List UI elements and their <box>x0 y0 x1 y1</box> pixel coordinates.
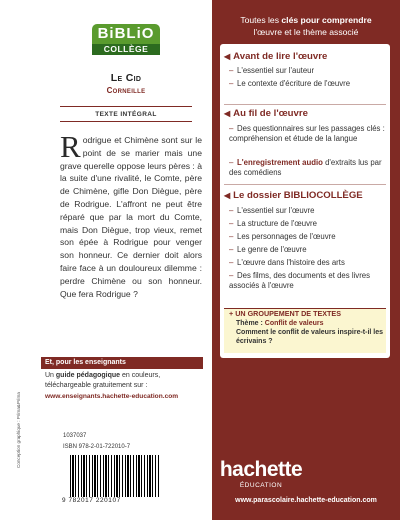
teachers-line1-bold: guide pédagogique <box>55 372 121 379</box>
teachers-line2: téléchargeable gratuitement sur : <box>45 381 148 389</box>
divider-top <box>60 106 192 107</box>
panel-heading-part1: Toutes les <box>240 15 282 25</box>
teachers-line1-suffix: en couleurs, <box>120 372 161 379</box>
edition-label: TEXTE INTÉGRAL <box>95 111 157 118</box>
section-separator <box>224 104 386 105</box>
list-item: – Des questionnaires sur les passages clés : compréhension et étude de la langue <box>229 124 385 143</box>
isbn: ISBN 978-2-01-722010-7 <box>63 444 131 450</box>
list-item-text: Le genre de l'œuvre <box>237 245 307 254</box>
teachers-line1-prefix: Un <box>45 372 56 379</box>
section-title: Au fil de l'œuvre <box>233 108 308 119</box>
section-title: Avant de lire l'œuvre <box>233 51 328 62</box>
audio-title: L'enregistrement audio <box>237 158 323 167</box>
teachers-heading: Et, pour les enseignants <box>41 357 203 369</box>
section-through-work <box>224 108 308 119</box>
list-item-text: L'œuvre dans l'histoire des arts <box>237 258 345 267</box>
panel-heading-part2: clés pour comprendre <box>281 15 372 25</box>
grouping-question: Comment le conflit de valeurs inspire-t-il les écrivains ? <box>236 329 384 345</box>
publisher-sub: ÉDUCATION <box>239 482 283 489</box>
publisher-website[interactable]: www.parascolaire.hachette-education.com <box>235 497 377 504</box>
barcode <box>70 455 160 497</box>
section-separator <box>224 184 386 185</box>
barcode-number: 9 782017 220107 <box>62 497 121 504</box>
product-ref: 1037037 <box>63 433 87 439</box>
list-item: – L'essentiel sur l'œuvre <box>229 206 315 215</box>
panel-heading <box>212 14 400 38</box>
list-item-audio: – L'enregistrement audio d'extraits lus par des comédiens <box>229 158 382 177</box>
list-item: – Le contexte d'écriture de l'œuvre <box>229 79 351 88</box>
grouping-theme <box>236 319 384 328</box>
drop-cap: R <box>60 129 81 164</box>
book-title: Le Cid <box>110 72 142 84</box>
audio-text: d'extraits lus par des comédiens <box>229 158 382 177</box>
list-item-text: La structure de l'œuvre <box>237 219 317 228</box>
publisher-logo: hachette <box>219 458 303 481</box>
teachers-link[interactable]: www.enseignants.hachette-education.com <box>45 393 179 400</box>
section-dossier <box>224 190 363 201</box>
theme-label: Thème : <box>236 320 263 327</box>
list-item: – Les personnages de l'œuvre <box>229 232 336 241</box>
section-arrow-icon: ◀ <box>224 191 231 200</box>
section-arrow-icon: ◀ <box>224 109 231 118</box>
logo-top-text: BiBLiO <box>92 24 160 44</box>
teachers-text <box>45 371 205 390</box>
list-item-text: Le contexte d'écriture de l'œuvre <box>237 79 351 88</box>
list-item-text: Des questionnaires sur les passages clés : compréhension et étude de la langue <box>229 124 385 143</box>
divider-bottom <box>60 121 192 122</box>
list-item-text: L'essentiel sur l'œuvre <box>237 206 315 215</box>
list-item: – La structure de l'œuvre <box>229 219 317 228</box>
list-item-text: L'essentiel sur l'auteur <box>237 66 315 75</box>
list-item: – Le genre de l'œuvre <box>229 245 307 254</box>
grouping-title: + UN GROUPEMENT DE TEXTES <box>229 309 342 318</box>
list-item: – L'œuvre dans l'histoire des arts <box>229 258 345 267</box>
section-title: Le dossier BIBLIOCOLLÈGE <box>233 190 363 201</box>
logo-bottom-text: COLLÈGE <box>92 44 160 55</box>
biblio-college-logo <box>92 24 160 55</box>
theme-value: Conflit de valeurs <box>264 320 324 327</box>
section-before-reading <box>224 51 327 62</box>
list-item: – Des films, des documents et des livres associés à l'œuvre <box>229 271 371 290</box>
panel-heading-line2: l'œuvre et le thème associé <box>253 27 359 37</box>
summary-text: odrigue et Chimène sont sur le point de se marier mais une grave querelle oppose leurs pères : à la suite d'une rivalité, le Comte, père de Chimène, gifle Don Diègue, père de Rodrigue. L'affront ne peut être réparé que par la mort du Comte, mais Don Diègue, trop vieux, remet son épée à Rodrigue pour venger son honneur. Ce dernier doit alors faire face à un douloureux dilemme : perdre Chimène ou son honneur. Que fera Rodrigue ? <box>60 135 202 299</box>
list-item: – L'essentiel sur l'auteur <box>229 66 315 75</box>
section-arrow-icon: ◀ <box>224 52 231 61</box>
list-item-text: Les personnages de l'œuvre <box>237 232 336 241</box>
book-author: Corneille <box>106 86 146 95</box>
list-item-text: Des films, des documents et des livres associés à l'œuvre <box>229 271 371 290</box>
back-cover-summary <box>60 129 202 300</box>
design-credit: Conception graphique : Prima&Prima <box>16 392 21 468</box>
